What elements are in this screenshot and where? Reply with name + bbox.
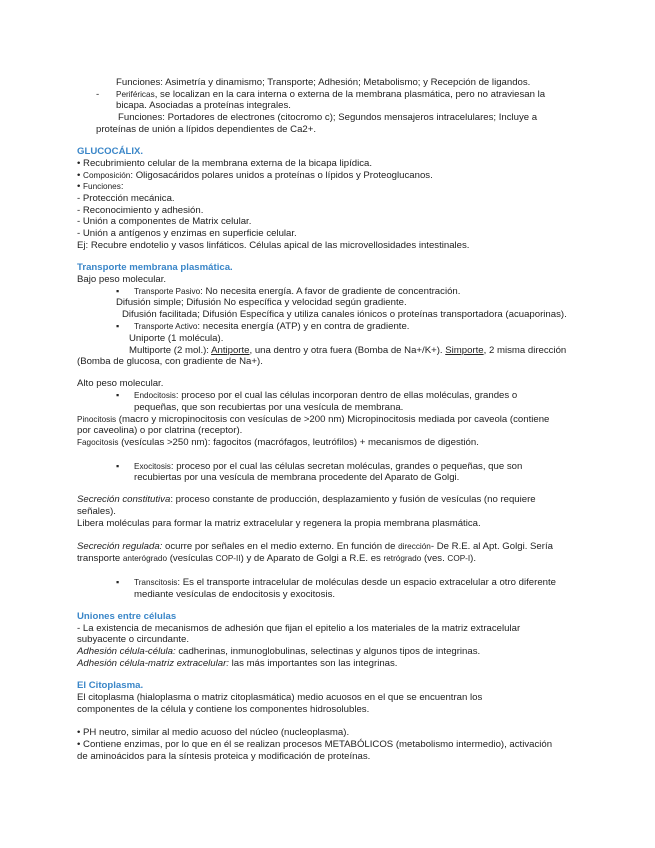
bullet: • <box>77 170 84 181</box>
text-line: Difusión simple; Difusión No específica y velocidad según gradiente. <box>116 297 407 308</box>
text-line: Bajo peso molecular. <box>77 274 167 285</box>
text-line: mediante vesículas de endocitosis y exocitosis. <box>134 589 336 600</box>
text-line: pequeñas, que son recubiertas por una vesícula de membrana. <box>134 402 404 413</box>
text: cadherinas, inmunoglobulinas, selectinas y algunos tipos de integrinas. <box>175 646 481 657</box>
text-line: • Contiene enzimas, por lo que en él se realizan procesos METABÓLICOS (metabolismo intermedio), activación <box>77 739 553 750</box>
text-line: Funciones: Asimetría y dinamismo; Transporte; Adhesión; Metabolismo; y Recepción de ligandos. <box>116 77 531 88</box>
text: (macro y micropinocitosis con vesículas de >200 nm) Micropinocitosis mediada por caveola (contiene <box>116 414 550 425</box>
text: ). <box>470 553 477 564</box>
term: Transcitosis <box>134 578 178 587</box>
text-line: proteínas de unión a lípidos dependientes de Ca2+. <box>96 124 317 135</box>
text-line: El citoplasma (hialoplasma o matriz citoplasmática) medio acuosos en el que se encuentran los <box>77 692 483 703</box>
text-line: Difusión facilitada; Difusión Específica y utiliza canales iónicos o proteínas transportadora (acuaporinas). <box>122 309 567 320</box>
text: : proceso por el cual las células secretan moléculas, grandes o pequeñas, que son <box>170 461 523 472</box>
text-line <box>77 646 480 658</box>
dash-marker: - <box>96 89 100 100</box>
text-line <box>77 437 479 449</box>
text-line: • Recubrimiento celular de la membrana externa de la bicapa lipídica. <box>77 158 373 169</box>
text: , una dentro y otra fuera (Bomba de Na+/K+). <box>249 345 446 356</box>
text: ocurre por señales en el medio externo. En función de <box>162 541 399 552</box>
section-title: Transporte membrana plasmática. <box>77 262 233 273</box>
text-line <box>77 494 536 506</box>
text: (vesículas <box>167 553 216 564</box>
text-line: componentes de la célula y contiene los componentes hidrosolubles. <box>77 704 370 715</box>
section-title: Uniones entre células <box>77 611 177 622</box>
text-line <box>77 541 553 553</box>
text-line: - Unión a antígenos y enzimas en superficie celular. <box>77 228 297 239</box>
text-line: bicapa. Asociadas a proteínas integrales. <box>116 100 291 111</box>
term: Adhesión célula-célula: <box>77 646 176 657</box>
text-line: - Reconocimiento y adhesión. <box>77 205 204 216</box>
text-line: Funciones: Portadores de electrones (citocromo c); Segundos mensajeros intracelulares; Incluye a <box>118 112 538 123</box>
term: Composición <box>83 171 131 180</box>
text: : No necesita energía. A favor de gradiente de concentración. <box>200 286 461 297</box>
term: Antiporte <box>211 345 250 356</box>
text: : proceso por el cual las células incorporan dentro de ellas moléculas, grandes o <box>175 390 518 401</box>
term: retrógrado <box>383 554 422 563</box>
text-line: - Protección mecánica. <box>77 193 175 204</box>
text-line: Libera moléculas para formar la matriz extracelular y regenera la propia membrana plasmática. <box>77 518 481 529</box>
text-line <box>134 577 556 589</box>
term: dirección <box>398 542 431 551</box>
text-line: Uniporte (1 molécula). <box>129 333 224 344</box>
bullet-icon: ▪ <box>116 461 120 471</box>
term: Exocitosis <box>134 462 171 471</box>
text-line: por caveolina) o por clatrina (receptor). <box>77 425 243 436</box>
term: COP-II <box>215 554 241 563</box>
term: Transporte Pasivo <box>134 287 201 296</box>
bullet-icon: ▪ <box>116 286 120 296</box>
text: : Es el transporte intracelular de moléculas desde un espacio extracelular a otro diferente <box>177 577 557 588</box>
text-line: • PH neutro, similar al medio acuoso del núcleo (nucleoplasma). <box>77 727 350 738</box>
term: Transporte Activo <box>134 322 198 331</box>
section-title: GLUCOCÁLIX. <box>77 146 144 157</box>
text: transporte <box>77 553 123 564</box>
text-line: señales). <box>77 506 116 517</box>
term: Periféricas <box>116 90 155 99</box>
term: Pinocitosis <box>77 415 117 424</box>
term: Secreción constitutiva <box>77 494 171 505</box>
text-line <box>134 321 409 333</box>
term: Funciones <box>83 182 121 191</box>
term: Endocitosis <box>134 391 176 400</box>
term: Simporte <box>445 345 484 356</box>
term: Fagocitosis <box>77 438 119 447</box>
text: Multiporte (2 mol.): <box>129 345 212 356</box>
text-line <box>77 170 433 182</box>
text-line: Ej: Recubre endotelio y vasos linfáticos. Células apical de las microvellosidades intestinales. <box>77 240 470 251</box>
text-line <box>77 181 123 193</box>
text-line: subyacente o circundante. <box>77 634 190 645</box>
text-line: de aminoácidos para la síntesis proteica y modificación de proteínas. <box>77 751 371 762</box>
term: Secreción regulada: <box>77 541 163 552</box>
text: , 2 misma dirección <box>483 345 567 356</box>
text: , se localizan en la cara interna o externa de la membrana plasmática, pero no atraviesan la <box>154 89 546 100</box>
text: - De R.E. al Apt. Golgi. Sería <box>430 541 553 552</box>
text: : Oligosacáridos polares unidos a proteínas o lípidos y Proteoglucanos. <box>130 170 433 181</box>
text-line <box>134 390 517 402</box>
text: : proceso constante de producción, desplazamiento y fusión de vesículas (no requiere <box>170 494 536 505</box>
text: las más importantes son las integrinas. <box>228 658 398 669</box>
text-line: (Bomba de glucosa, con gradiente de Na+). <box>77 356 263 367</box>
term: COP-I <box>447 554 471 563</box>
text-line: Alto peso molecular. <box>77 378 164 389</box>
text-line <box>77 658 397 670</box>
bullet-icon: ▪ <box>116 577 120 587</box>
text-line: recubiertas por una vesícula de membrana procedente del Aparato de Golgi. <box>134 472 460 483</box>
bullet-icon: ▪ <box>116 321 120 331</box>
text: : necesita energía (ATP) y en contra de gradiente. <box>197 321 410 332</box>
bullet: • <box>77 181 84 192</box>
text: (vesículas >250 nm): fagocitos (macrófagos, leutrófilos) + mecanismos de digestión. <box>118 437 479 448</box>
text-line: - La existencia de mecanismos de adhesión que fijan el epitelio a los materiales de la matriz extracelular <box>77 623 521 634</box>
term: Adhesión célula-matriz extracelular: <box>77 658 229 669</box>
term: anterógrado <box>122 554 168 563</box>
text-line <box>77 553 476 565</box>
text-line: - Unión a componentes de Matrix celular. <box>77 216 252 227</box>
text: ) y de Aparato de Golgi a R.E. es <box>240 553 384 564</box>
bullet-icon: ▪ <box>116 390 120 400</box>
section-title: El Citoplasma. <box>77 680 144 691</box>
text: (ves. <box>421 553 448 564</box>
text: : <box>120 181 124 192</box>
